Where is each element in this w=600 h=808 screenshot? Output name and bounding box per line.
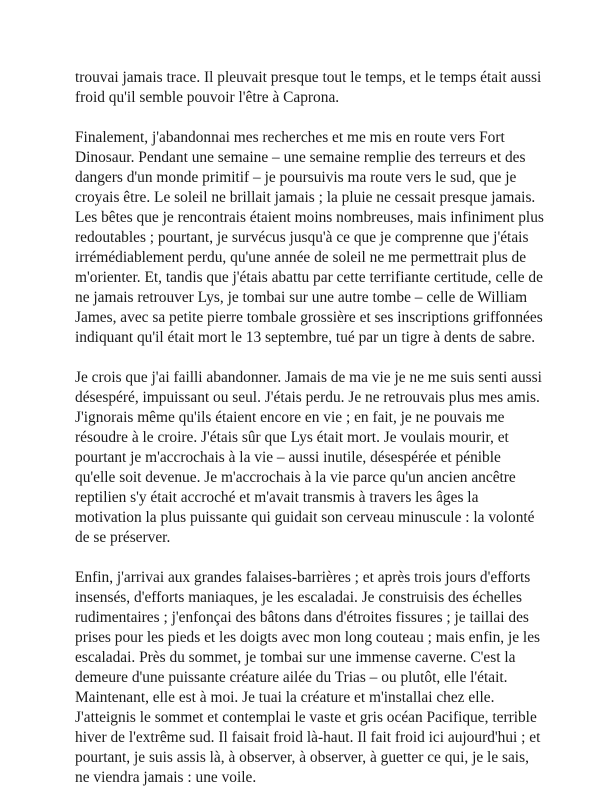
text-line: J'ignorais même qu'ils étaient encore en vie ; en fait, je ne pouvais me <box>75 409 505 426</box>
text-line: indiquant qu'il était mort le 13 septembre, tué par un tigre à dents de sabre. <box>75 329 536 346</box>
text-line: ne jamais retrouver Lys, je tombai sur une autre tombe – celle de William <box>75 289 528 306</box>
text-line: pourtant, je suis assis là, à observer, à observer, à guetter ce qui, je le sais, <box>75 749 529 766</box>
text-line: Enfin, j'arrivai aux grandes falaises-barrières ; et après trois jours d'efforts <box>75 569 531 586</box>
text-line: irrémédiablement perdu, qu'une année de soleil ne me permettrait plus de <box>75 249 527 266</box>
text-line: insensés, d'efforts maniaques, je les escaladai. Je construisis des échelles <box>75 589 522 606</box>
text-line: motivation la plus puissante qui guidait son cerveau minuscule : la volonté <box>75 509 535 526</box>
text-line: J'atteignis le sommet et contemplai le vaste et gris océan Pacifique, terrible <box>75 709 537 726</box>
text-line: reptilien s'y était accroché et m'avait transmis à travers les âges la <box>75 489 479 506</box>
text-line: désespéré, impuissant ou seul. J'étais perdu. Je ne retrouvais plus mes amis. <box>75 389 540 406</box>
text-line: Les bêtes que je rencontrais étaient moins nombreuses, mais infiniment plus <box>75 209 544 226</box>
paragraph-1 <box>75 68 542 108</box>
text-line: pourtant je m'accrochais à la vie – aussi inutile, désespérée et pénible <box>75 449 501 466</box>
text-line: James, avec sa petite pierre tombale grossière et ses inscriptions griffonnées <box>75 309 543 326</box>
text-line: prises pour les pieds et les doigts avec mon long couteau ; mais enfin, je les <box>75 629 541 646</box>
text-line: Dinosaur. Pendant une semaine – une semaine remplie des terreurs et des <box>75 149 526 166</box>
text-line: résoudre à le croire. J'étais sûr que Lys était mort. Je voulais mourir, et <box>75 429 509 446</box>
paragraph-2 <box>75 128 544 348</box>
text-line: hiver de l'extrême sud. Il faisait froid là-haut. Il fait froid ici aujourd'hui ; et <box>75 729 541 746</box>
paragraph-3 <box>75 368 542 548</box>
text-line: Finalement, j'abandonnai mes recherches et me mis en route vers Fort <box>75 129 505 146</box>
text-line: ne viendra jamais : une voile. <box>75 769 257 786</box>
text-line: Je crois que j'ai failli abandonner. Jamais de ma vie je ne me suis senti aussi <box>75 369 542 386</box>
text-line: demeure d'une puissante créature ailée du Trias – ou plutôt, elle l'était. <box>75 669 508 686</box>
text-line: m'orienter. Et, tandis que j'étais abattu par cette terrifiante certitude, celle de <box>75 269 543 286</box>
text-line: rudimentaires ; j'enfonçai des bâtons dans d'étroites fissures ; je taillai des <box>75 609 529 626</box>
body-text <box>75 68 544 808</box>
text-line: Maintenant, elle est à moi. Je tuai la créature et m'installai chez elle. <box>75 689 495 706</box>
text-line: qu'elle soit devenue. Je m'accrochais à la vie parce qu'un ancien ancêtre <box>75 469 516 486</box>
text-line: croyais être. Le soleil ne brillait jamais ; la pluie ne cessait presque jamais. <box>75 189 536 206</box>
paragraph-4 <box>75 568 541 788</box>
text-line: escaladai. Près du sommet, je tombai sur une immense caverne. C'est la <box>75 649 516 666</box>
text-line: de se préserver. <box>75 529 171 546</box>
text-line: redoutables ; pourtant, je survécus jusqu'à ce que je comprenne que j'étais <box>75 229 529 246</box>
text-line: trouvai jamais trace. Il pleuvait presque tout le temps, et le temps était aussi <box>75 69 542 86</box>
text-line: dangers d'un monde primitif – je poursuivis ma route vers le sud, que je <box>75 169 517 186</box>
text-line: froid qu'il semble pouvoir l'être à Caprona. <box>75 89 340 106</box>
